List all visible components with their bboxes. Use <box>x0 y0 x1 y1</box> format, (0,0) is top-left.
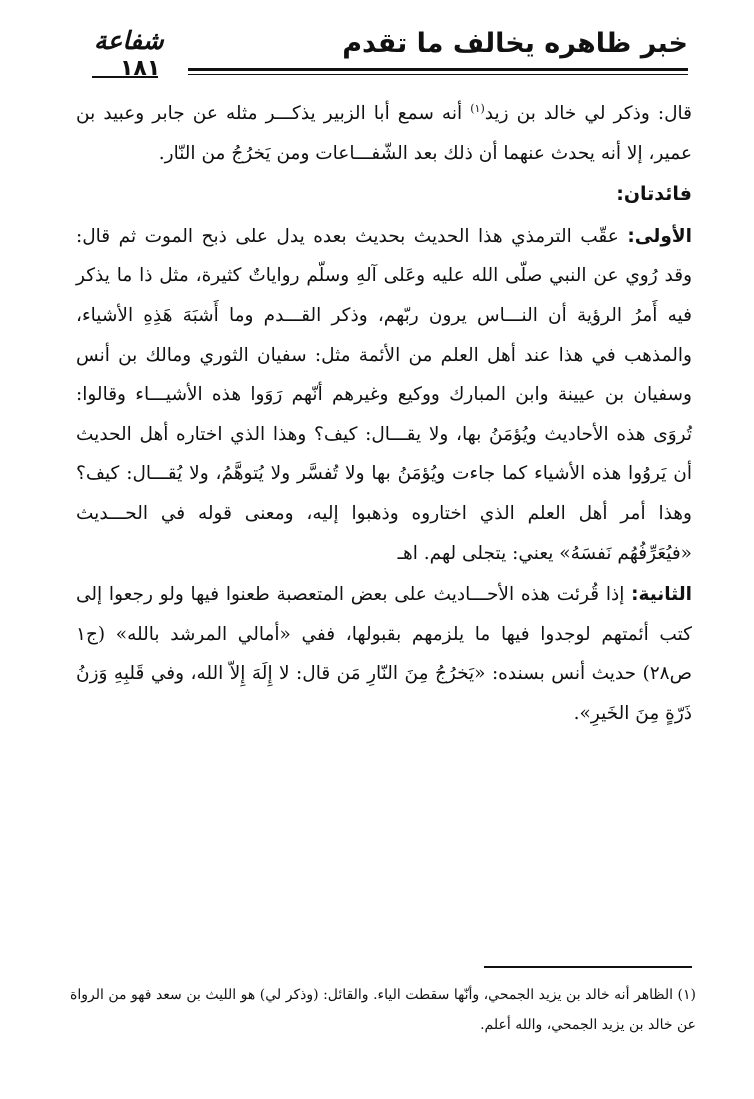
footnote-text: (١) الظاهر أنه خالد بن يزيد الجمحي، وأنّها سقطت الياء. والقائل: (وذكر لي) هو الليث بن سعد فهو من الرواة عن خالد بن يزيد الجمحي، والله أعلم. <box>70 987 696 1033</box>
header-rule-thin <box>188 74 688 75</box>
paragraph <box>76 575 692 733</box>
book-logo: شفاعة <box>94 26 164 55</box>
paragraph-text: إذا قُرئت هذه الأحـــاديث على بعض المتعصبة طعنوا فيها ولو رجعوا إلى كتب أئمتهم لوجدوا فيها ما يلزمهم بقبولها، ففي «أمالي المرشد بالله» (ج١ ص٢٨) حديث أنس بسنده: «يَخرُجُ مِنَ النّارِ مَن قال: لا إِلَهَ إِلاّ الله، وفي قَلبِهِ وَزنُ ذَرّةٍ مِنَ الخَيرِ». <box>76 584 692 724</box>
paragraph <box>76 94 692 173</box>
body-text <box>76 94 692 734</box>
paragraph <box>76 217 692 573</box>
paragraph-text: أنه سمع أبا الزبير يذكـــر مثله عن جابر وعبيد بن عمير، إلا أنه يحدث عنهما أن ذلك بعد الشّفـــاعات ومن يَخرُجُ من النّار. <box>76 103 692 164</box>
footnote-reference: (١) <box>470 101 485 115</box>
paragraph-text: عقّب الترمذي هذا الحديث بحديث بعده يدل على ذبح الموت ثم قال: وقد رُوي عن النبي صلّى الله عليه وعَلى آلهِ وسلّم رواياتٌ كثيرة، مثل ذا ما يذكر فيه أَمرُ الرؤية أن النـــاس يرون ربّهم، وذكر القـــدم وما أَشبَهَ هَذِهِ الأشياء، والمذهب في هذا عند أهل العلم من الأئمة مثل: سفيان الثوري ومالك بن أنس وسفيان بن عيينة وابن المبارك ووكيع وغيرهم أنّهم رَوَوا هذه الأشيـــاء وقالوا: تُروَى هذه الأحاديث ويُؤمَنُ بها، ولا يقـــال: كيف؟ وهذا الذي اختاره أهل الحديث أن يَروُوا هذه الأشياء كما جاءت ويُؤمَنُ بها ولا تُفسَّر ولا يُتوهَّمُ، ولا يُقـــال: كيف؟ وهذا أمر أهل العلم الذي اختاروه وذهبوا إليه، ومعنى قوله في الحـــديث «فيُعَرِّفُهُم نَفسَهُ» يعني: يتجلى لهم. اهـ <box>76 225 692 564</box>
page-number: ١٨١ <box>120 56 161 81</box>
page-header <box>92 20 688 80</box>
footnote <box>70 980 696 1040</box>
footnote-separator <box>484 966 692 968</box>
paragraph-label: الثانية: <box>631 584 692 606</box>
section-heading: فائدتان: <box>616 183 692 206</box>
page-number-underline <box>92 76 158 78</box>
header-rule <box>188 68 688 71</box>
paragraph-text: قال: وذكر لي خالد بن زيد <box>484 103 692 124</box>
running-title: خبر ظاهره يخالف ما تقدم <box>342 28 688 59</box>
paragraph-label: الأولى: <box>627 225 692 247</box>
